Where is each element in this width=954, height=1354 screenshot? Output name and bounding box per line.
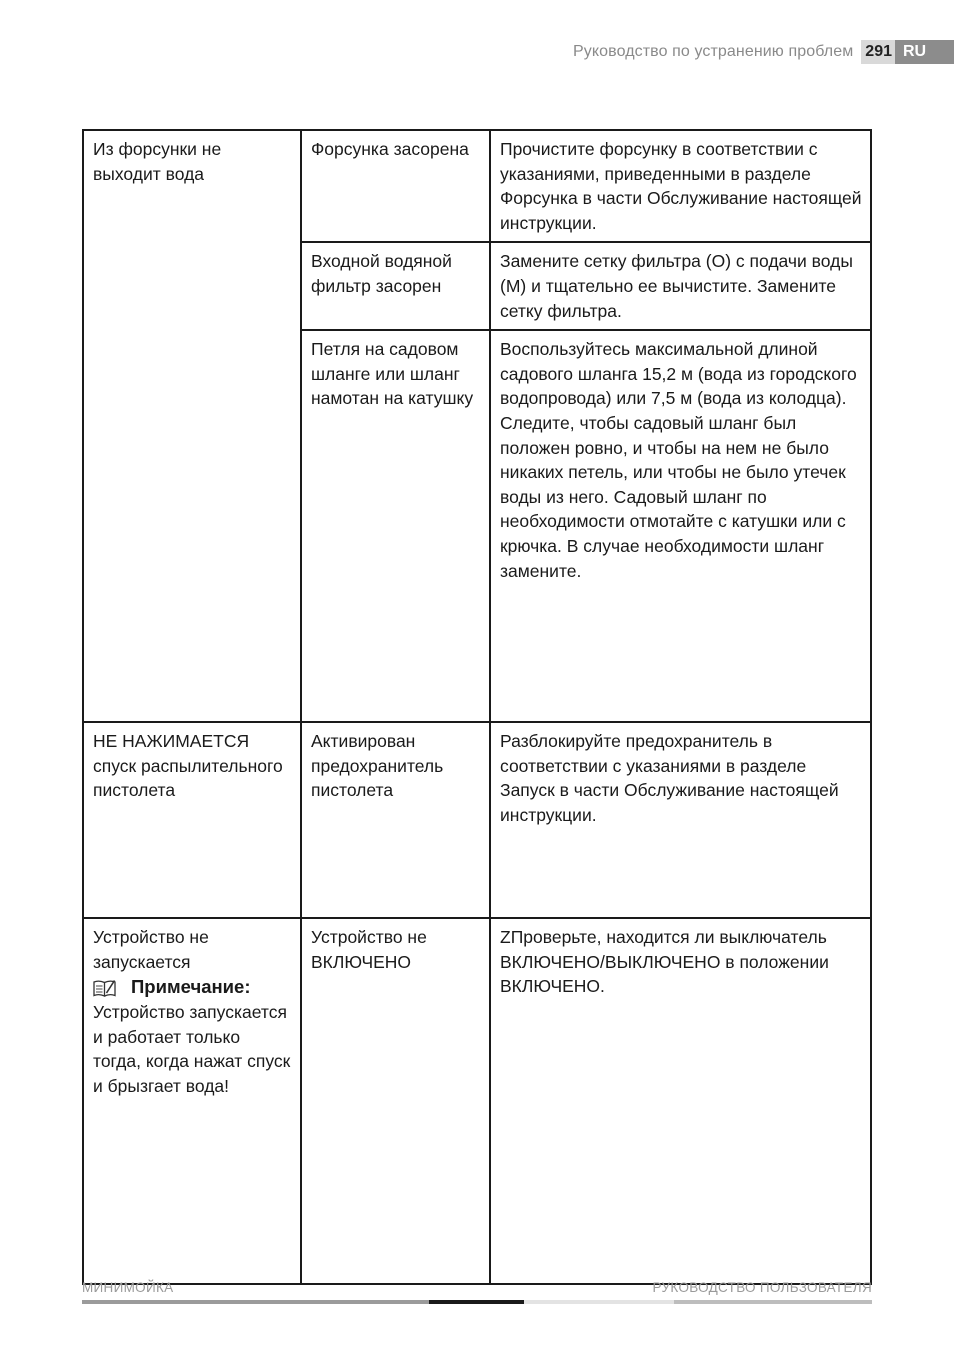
footer-product-name: МИНИМОЙКА: [82, 1280, 174, 1295]
page-number: 291: [861, 40, 895, 64]
solution-cell: Замените сетку фильтра (O) с подачи воды (M) и тщательно ее вычистите. Замените сетку фильтра.: [490, 242, 871, 330]
header-title: Руководство по устранению проблем: [573, 43, 854, 60]
solution-cell: ZПроверьте, находится ли выключатель ВКЛЮЧЕНО/ВЫКЛЮЧЕНО в положении ВКЛЮЧЕНО.: [490, 918, 871, 1284]
note-text: Устройство запускается и работает только тогда, когда нажат спуск и брызгает вода!: [93, 1001, 291, 1096]
solution-cell: Прочистите форсунку в соответствии с указаниями, приведенными в разделе Форсунка в части Обслуживание настоящей инструкции.: [490, 130, 871, 242]
problem-text: Устройство не запускается: [93, 927, 209, 972]
note-heading: [93, 975, 292, 1000]
problem-cell: НЕ НАЖИМАЕТСЯ спуск распылительного пистолета: [83, 722, 301, 918]
footer-manual-title: РУКОВОДСТВО ПОЛЬЗОВАТЕЛЯ: [652, 1280, 872, 1295]
problem-cell: Из форсунки не выходит вода: [83, 130, 301, 722]
footer-bar-segment: [524, 1300, 674, 1304]
language-badge: RU: [895, 40, 954, 64]
cause-cell: Входной водяной фильтр засорен: [301, 242, 490, 330]
footer-divider: [82, 1300, 872, 1304]
cause-cell: Активирован предохранитель пистолета: [301, 722, 490, 918]
footer-bar-segment: [82, 1300, 429, 1304]
note-icon: [93, 979, 117, 997]
solution-cell: Разблокируйте предохранитель в соответствии с указаниями в разделе Запуск в части Обслуживание настоящей инструкции.: [490, 722, 871, 918]
cause-cell: Форсунка засорена: [301, 130, 490, 242]
page-header: [573, 40, 954, 64]
cause-cell: Петля на садовом шланге или шланг намотан на катушку: [301, 330, 490, 722]
footer-bar-segment: [429, 1300, 524, 1304]
problem-cell: [83, 918, 301, 1284]
table-row: [83, 918, 871, 1284]
table-row: [83, 130, 871, 242]
table-row: [83, 722, 871, 918]
note-label: Примечание:: [131, 976, 251, 998]
footer-bar-segment: [674, 1300, 872, 1304]
cause-cell: Устройство не ВКЛЮЧЕНО: [301, 918, 490, 1284]
troubleshooting-table: [82, 129, 872, 1285]
solution-cell: Воспользуйтесь максимальной длиной садового шланга 15,2 м (вода из городского водопровода) или 7,5 м (вода из колодца). Следите, чтобы садовый шланг был положен ровно, и чтобы на нем не было никаких петель, или чтобы не было утечек воды из него. Садовый шланг по необходимости отмотайте с катушки или с крючка. В случае необходимости шланг замените.: [490, 330, 871, 722]
